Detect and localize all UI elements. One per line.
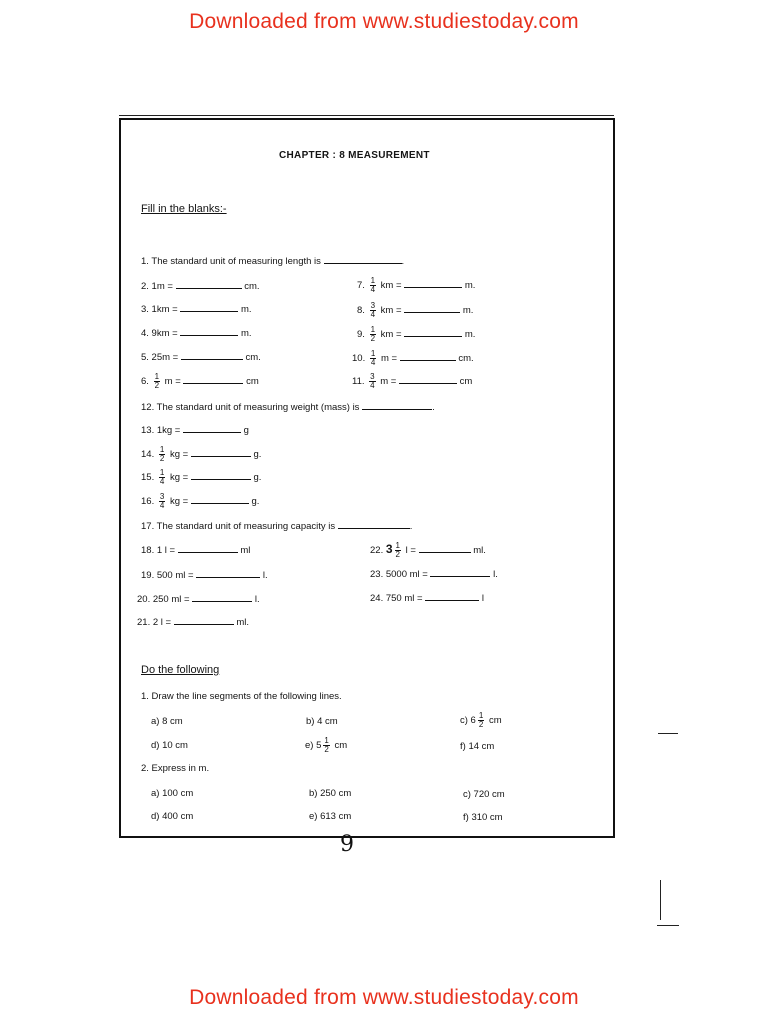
task-2-item-b: b) 250 cm <box>309 788 352 799</box>
question-text: km = <box>380 329 402 341</box>
task-2-item-c: c) 720 cm <box>463 789 505 800</box>
unit-label: l <box>481 593 484 604</box>
task-1-item-b: b) 4 cm <box>306 716 338 727</box>
answer-blank <box>191 478 251 480</box>
answer-blank <box>181 358 243 360</box>
task-2-instruction: 2. Express in m. <box>141 763 210 774</box>
question-2 <box>141 281 260 292</box>
question-4 <box>141 328 252 339</box>
question-text: 18. 1 l = <box>141 545 176 556</box>
question-text: 17. The standard unit of measuring capacity is <box>141 521 336 532</box>
answer-blank <box>180 310 238 312</box>
question-9 <box>357 326 475 343</box>
unit-label: ml. <box>473 545 486 557</box>
unit-label: m. <box>464 329 476 341</box>
question-5 <box>141 352 261 363</box>
question-text: 21. 2 l = <box>137 617 172 628</box>
question-number: 16. <box>141 496 155 508</box>
question-number: 8. <box>357 305 365 317</box>
question-8 <box>357 302 473 319</box>
unit-label: m. <box>240 328 252 339</box>
answer-blank <box>404 286 462 288</box>
question-number: 6. <box>141 376 149 388</box>
question-text: 4. 9km = <box>141 328 178 339</box>
unit-label: cm <box>246 376 259 388</box>
answer-blank <box>196 576 260 578</box>
task-1-item-c: c) 6 $\frac{1}{2}$ cm <box>460 711 502 729</box>
question-20 <box>137 594 260 605</box>
answer-blank <box>183 431 241 433</box>
answer-blank <box>176 287 242 289</box>
question-text: 20. 250 ml = <box>137 594 190 605</box>
chapter-title: CHAPTER : 8 MEASUREMENT <box>279 150 430 161</box>
question-number: 15. <box>141 472 155 484</box>
unit-label: g <box>243 425 249 436</box>
answer-blank <box>419 551 471 553</box>
answer-blank <box>404 335 462 337</box>
question-24 <box>370 593 484 604</box>
unit-label: m. <box>464 280 476 292</box>
fraction: $\frac{3}{4}$ <box>370 372 375 390</box>
unit-label: cm. <box>244 281 260 292</box>
fraction: $\frac{1}{4}$ <box>370 276 376 294</box>
fraction: $\frac{1}{4}$ <box>370 349 376 367</box>
unit-label: ml <box>240 545 251 556</box>
question-text: km = <box>380 280 402 292</box>
fraction: $\frac{1}{2}$ <box>395 541 400 559</box>
question-13 <box>141 425 249 436</box>
whole-number: 3 <box>385 542 393 557</box>
unit-label: m. <box>462 305 474 317</box>
question-21 <box>137 617 249 628</box>
question-6 <box>141 373 259 390</box>
answer-blank <box>178 551 238 553</box>
question-text: 3. 1km = <box>141 304 178 315</box>
task-1-instruction: 1. Draw the line segments of the following lines. <box>141 691 342 702</box>
answer-blank <box>191 455 251 457</box>
unit-label: l. <box>493 569 498 580</box>
question-text: l = <box>405 545 416 557</box>
section-heading-fill-blanks: Fill in the blanks:- <box>141 203 227 215</box>
answer-blank <box>404 311 460 313</box>
question-22 <box>370 542 486 559</box>
unit-label: l. <box>254 594 260 605</box>
section-heading-do-following: Do the following <box>141 664 220 676</box>
question-15 <box>141 469 261 486</box>
fraction: $\frac{1}{2}$ <box>159 445 165 463</box>
watermark-top: Downloaded from www.studiestoday.com <box>189 10 579 33</box>
question-text: kg = <box>169 496 189 508</box>
watermark-bottom: Downloaded from www.studiestoday.com <box>189 986 579 1009</box>
task-1-item-a: a) 8 cm <box>151 716 183 727</box>
question-number: 14. <box>141 449 155 461</box>
sheet-top-rule <box>119 115 614 116</box>
question-text: m = <box>380 376 397 388</box>
question-12: 12. The standard unit of measuring weight (mass) is . <box>141 402 435 413</box>
question-text: 5. 25m = <box>141 352 179 363</box>
answer-blank <box>425 599 479 601</box>
task-1-item-f: f) 14 cm <box>460 741 495 752</box>
page-number: 9 <box>340 832 354 857</box>
question-text: kg = <box>169 472 189 484</box>
question-number: 10. <box>352 353 366 365</box>
question-number: 11. <box>352 376 365 388</box>
question-text: 12. The standard unit of measuring weight (mass) is <box>141 402 360 413</box>
answer-blank <box>191 502 249 504</box>
fraction: $\frac{1}{2}$ <box>324 736 329 754</box>
question-10 <box>352 350 474 367</box>
question-text: m = <box>164 376 181 388</box>
fraction: $\frac{1}{2}$ <box>478 711 484 729</box>
fraction: $\frac{3}{4}$ <box>159 492 165 510</box>
question-23 <box>370 569 498 580</box>
question-11 <box>352 373 472 390</box>
question-text: 19. 500 ml = <box>141 570 194 581</box>
fraction: $\frac{1}{2}$ <box>154 372 160 390</box>
answer-blank <box>338 527 410 529</box>
task-1-item-e: e) 5 $\frac{1}{2}$ cm <box>305 736 348 754</box>
question-1: 1. The standard unit of measuring length is . <box>141 256 405 267</box>
answer-blank <box>399 382 457 384</box>
question-text: 2. 1m = <box>141 281 173 292</box>
answer-blank <box>362 408 432 410</box>
question-text: 13. 1kg = <box>141 425 181 436</box>
question-text: 24. 750 ml = <box>370 593 423 604</box>
fraction: $\frac{1}{4}$ <box>159 468 165 486</box>
unit-label: m. <box>240 304 252 315</box>
unit-label: cm <box>459 376 473 388</box>
question-14 <box>141 446 261 463</box>
unit-label: cm. <box>245 352 261 363</box>
answer-blank <box>180 334 238 336</box>
question-text: 1. The standard unit of measuring length is <box>141 256 321 267</box>
unit-label: g. <box>251 496 260 508</box>
unit-label: cm. <box>458 353 474 365</box>
answer-blank <box>430 575 490 577</box>
question-7 <box>357 277 475 294</box>
question-19 <box>141 570 268 581</box>
question-number: 7. <box>357 280 365 292</box>
question-text: m = <box>380 353 398 365</box>
task-2-item-f: f) 310 cm <box>463 812 503 823</box>
scan-mark <box>658 733 678 734</box>
unit-label: g. <box>253 449 262 461</box>
task-2-item-d: d) 400 cm <box>151 811 194 822</box>
answer-blank <box>324 262 402 264</box>
scan-mark <box>657 925 679 926</box>
question-text: kg = <box>169 449 189 461</box>
answer-blank <box>192 600 252 602</box>
task-2-item-a: a) 100 cm <box>151 788 194 799</box>
scan-mark <box>660 880 661 920</box>
question-18 <box>141 545 250 556</box>
question-text: km = <box>380 305 402 317</box>
task-1-item-d: d) 10 cm <box>151 740 188 751</box>
fraction: $\frac{3}{4}$ <box>370 301 376 319</box>
unit-label: g. <box>253 472 262 484</box>
question-number: 22. <box>370 545 384 557</box>
question-16 <box>141 493 259 510</box>
task-2-item-e: e) 613 cm <box>309 811 352 822</box>
question-number: 9. <box>357 329 365 341</box>
fraction: $\frac{1}{2}$ <box>370 325 376 343</box>
unit-label: l. <box>262 570 268 581</box>
answer-blank <box>400 359 456 361</box>
unit-label: ml. <box>236 617 250 628</box>
answer-blank <box>174 623 234 625</box>
answer-blank <box>183 382 243 384</box>
question-text: 23. 5000 ml = <box>370 569 428 580</box>
question-3 <box>141 304 252 315</box>
question-17: 17. The standard unit of measuring capacity is . <box>141 521 413 532</box>
